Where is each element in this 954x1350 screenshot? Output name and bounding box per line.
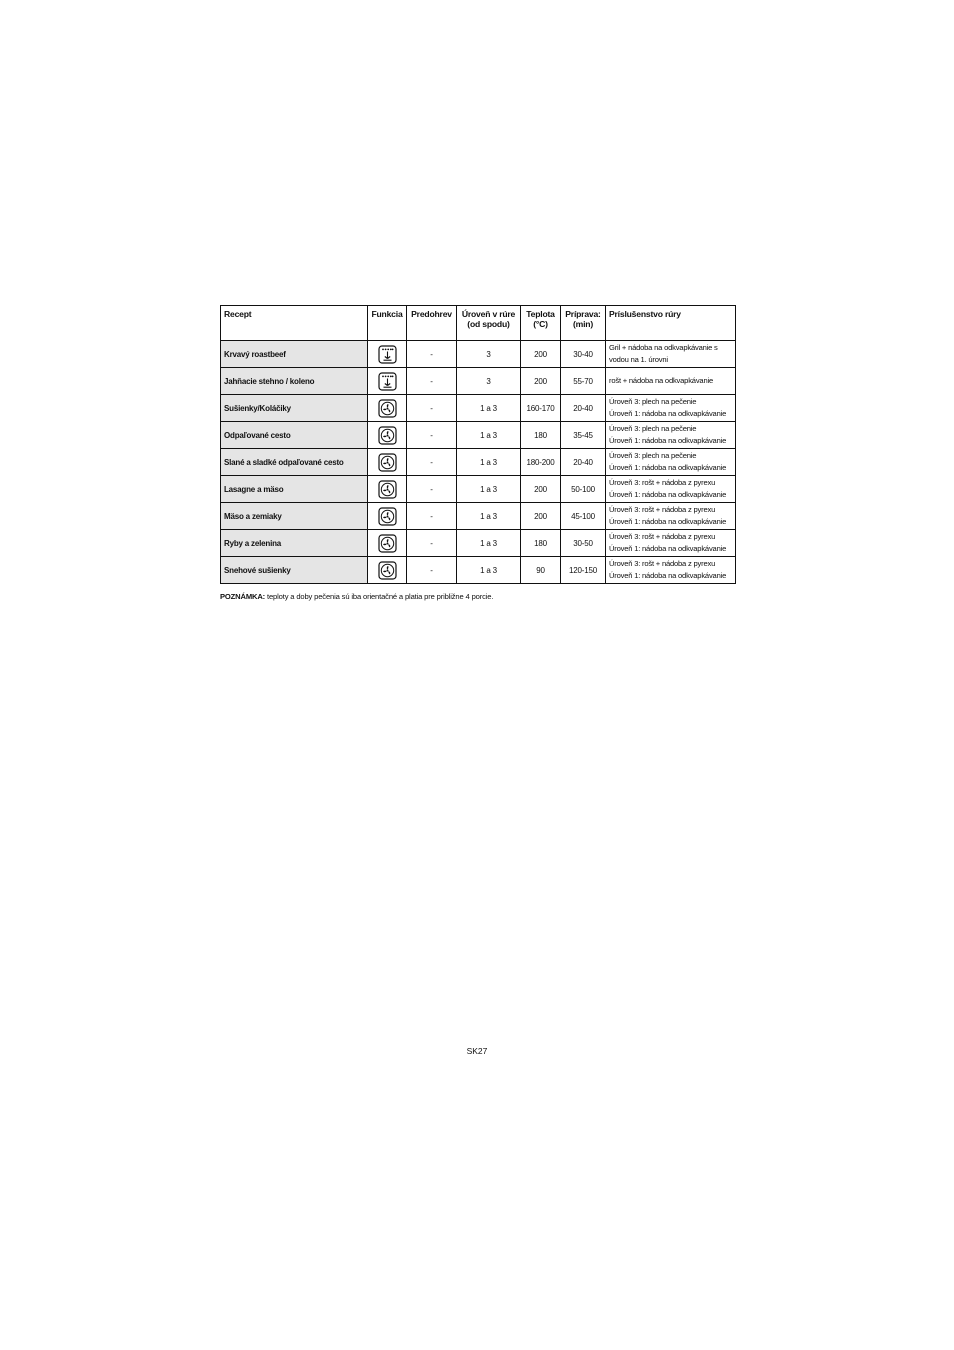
accessories-line1: Úroveň 3: plech na pečenie <box>609 451 697 460</box>
page-number: SK27 <box>466 1046 488 1056</box>
table-row <box>221 503 736 530</box>
note-label: POZNÁMKA: <box>220 592 266 601</box>
accessories-line1: Úroveň 3: plech na pečenie <box>609 424 697 433</box>
accessories-line2: Úroveň 1: nádoba na odkvapkávanie <box>609 490 727 499</box>
accessories-cell <box>606 557 736 584</box>
recipe-name: Krvavý roastbeef <box>221 341 368 368</box>
table-row <box>221 530 736 557</box>
time-cell: 30-50 <box>561 530 606 557</box>
table-row <box>221 476 736 503</box>
header-priprava-line2: (min) <box>572 319 593 329</box>
table-header-row <box>221 306 736 341</box>
temperature-cell: 180-200 <box>521 449 561 476</box>
convection-fan-icon <box>368 480 406 499</box>
level-cell: 3 <box>457 368 521 395</box>
preheat-cell: - <box>407 395 457 422</box>
accessories-cell <box>606 422 736 449</box>
function-cell <box>368 530 407 557</box>
header-recept: Recept <box>221 306 368 341</box>
grill-icon <box>368 372 406 391</box>
accessories-line2: Úroveň 1: nádoba na odkvapkávanie <box>609 463 727 472</box>
recipe-name: Slané a sladké odpaľované cesto <box>221 449 368 476</box>
accessories-line1: Úroveň 3: rošt + nádoba z pyrexu <box>609 478 716 487</box>
header-teplota-line2: (°C) <box>533 319 548 329</box>
accessories-cell <box>606 530 736 557</box>
header-funkcia: Funkcia <box>368 306 407 341</box>
accessories-cell <box>606 476 736 503</box>
table-body <box>221 341 736 584</box>
time-cell: 55-70 <box>561 368 606 395</box>
recipe-name: Odpaľované cesto <box>221 422 368 449</box>
function-cell <box>368 422 407 449</box>
temperature-cell: 200 <box>521 368 561 395</box>
preheat-cell: - <box>407 503 457 530</box>
time-cell: 120-150 <box>561 557 606 584</box>
table-row <box>221 368 736 395</box>
convection-fan-icon <box>368 507 406 526</box>
accessories-cell <box>606 368 736 395</box>
table-row <box>221 395 736 422</box>
grill-icon <box>368 345 406 364</box>
preheat-cell: - <box>407 449 457 476</box>
header-predohrev: Predohrev <box>407 306 457 341</box>
function-cell <box>368 476 407 503</box>
header-uroven-line1: Úroveň v rúre <box>461 309 516 319</box>
function-cell <box>368 449 407 476</box>
preheat-cell: - <box>407 530 457 557</box>
header-priprava-line1: Príprava: <box>565 309 601 319</box>
time-cell: 45-100 <box>561 503 606 530</box>
accessories-cell <box>606 395 736 422</box>
time-cell: 50-100 <box>561 476 606 503</box>
convection-fan-icon <box>368 561 406 580</box>
level-cell: 1 a 3 <box>457 395 521 422</box>
function-cell <box>368 341 407 368</box>
accessories-line1: rošt + nádoba na odkvapkávanie <box>609 376 713 385</box>
header-priprava <box>561 306 606 341</box>
time-cell: 20-40 <box>561 449 606 476</box>
recipe-name: Ryby a zelenina <box>221 530 368 557</box>
recipe-name: Sušienky/Koláčiky <box>221 395 368 422</box>
note <box>220 592 493 601</box>
temperature-cell: 200 <box>521 476 561 503</box>
level-cell: 3 <box>457 341 521 368</box>
level-cell: 1 a 3 <box>457 557 521 584</box>
temperature-cell: 200 <box>521 503 561 530</box>
table-row <box>221 557 736 584</box>
function-cell <box>368 557 407 584</box>
header-uroven <box>457 306 521 341</box>
header-teplota-line1: Teplota <box>526 309 555 319</box>
recipe-name: Lasagne a mäso <box>221 476 368 503</box>
recipe-name: Jahňacie stehno / koleno <box>221 368 368 395</box>
recipe-table <box>220 305 736 584</box>
accessories-line1: Úroveň 3: plech na pečenie <box>609 397 697 406</box>
accessories-cell <box>606 503 736 530</box>
table-row <box>221 449 736 476</box>
table-row <box>221 341 736 368</box>
accessories-line1: Gril + nádoba na odkvapkávanie s <box>609 343 718 352</box>
time-cell: 30-40 <box>561 341 606 368</box>
table-row <box>221 422 736 449</box>
temperature-cell: 160-170 <box>521 395 561 422</box>
preheat-cell: - <box>407 422 457 449</box>
accessories-cell <box>606 449 736 476</box>
accessories-line1: Úroveň 3: rošt + nádoba z pyrexu <box>609 505 716 514</box>
level-cell: 1 a 3 <box>457 449 521 476</box>
temperature-cell: 180 <box>521 422 561 449</box>
convection-fan-icon <box>368 426 406 445</box>
header-uroven-line2: (od spodu) <box>467 319 510 329</box>
convection-fan-icon <box>368 534 406 553</box>
function-cell <box>368 503 407 530</box>
preheat-cell: - <box>407 557 457 584</box>
level-cell: 1 a 3 <box>457 503 521 530</box>
recipe-name: Mäso a zemiaky <box>221 503 368 530</box>
temperature-cell: 90 <box>521 557 561 584</box>
accessories-line2: Úroveň 1: nádoba na odkvapkávanie <box>609 409 727 418</box>
accessories-line1: Úroveň 3: rošt + nádoba z pyrexu <box>609 532 716 541</box>
level-cell: 1 a 3 <box>457 476 521 503</box>
preheat-cell: - <box>407 368 457 395</box>
note-text: teploty a doby pečenia sú iba orientačné a platia pre približne 4 porcie. <box>265 592 494 601</box>
header-prislusenstvo: Príslušenstvo rúry <box>606 306 736 341</box>
convection-fan-icon <box>368 399 406 418</box>
preheat-cell: - <box>407 476 457 503</box>
level-cell: 1 a 3 <box>457 530 521 557</box>
time-cell: 20-40 <box>561 395 606 422</box>
temperature-cell: 180 <box>521 530 561 557</box>
accessories-line2: Úroveň 1: nádoba na odkvapkávanie <box>609 571 727 580</box>
accessories-line2: Úroveň 1: nádoba na odkvapkávanie <box>609 544 727 553</box>
accessories-line2: Úroveň 1: nádoba na odkvapkávanie <box>609 517 727 526</box>
header-teplota <box>521 306 561 341</box>
accessories-line2: Úroveň 1: nádoba na odkvapkávanie <box>609 436 727 445</box>
preheat-cell: - <box>407 341 457 368</box>
time-cell: 35-45 <box>561 422 606 449</box>
accessories-line2: vodou na 1. úrovni <box>609 355 668 364</box>
accessories-cell <box>606 341 736 368</box>
temperature-cell: 200 <box>521 341 561 368</box>
accessories-line1: Úroveň 3: rošt + nádoba z pyrexu <box>609 559 716 568</box>
convection-fan-icon <box>368 453 406 472</box>
function-cell <box>368 395 407 422</box>
function-cell <box>368 368 407 395</box>
level-cell: 1 a 3 <box>457 422 521 449</box>
recipe-name: Snehové sušienky <box>221 557 368 584</box>
